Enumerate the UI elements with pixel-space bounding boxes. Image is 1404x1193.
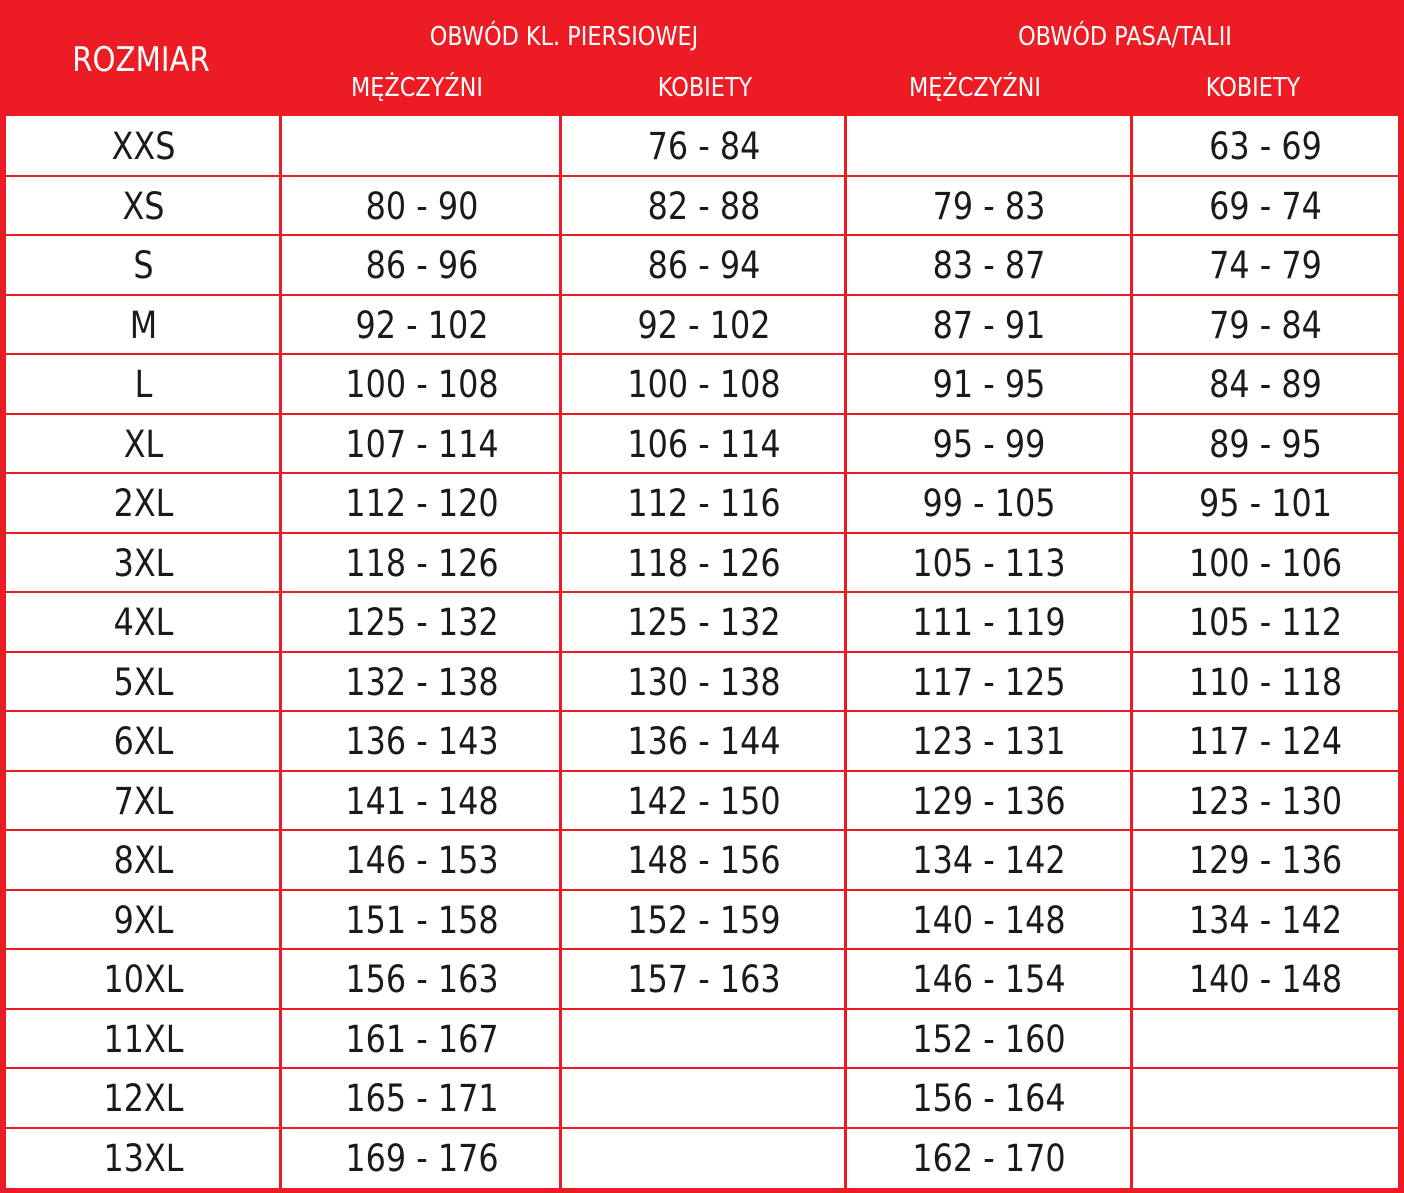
waist-men-cell: 105 - 113 [912,541,1066,585]
table-row [6,473,1398,532]
chest-men-cell: 100 - 108 [345,363,499,406]
chest-women-cell: 130 - 138 [627,660,781,704]
chest-women-cell [583,1068,826,1127]
chest-men-cell: 165 - 171 [345,1077,499,1120]
table-row [6,414,1398,473]
waist-men-cell: 95 - 99 [932,422,1046,466]
table-row [6,235,1398,294]
chest-men-cell: 146 - 153 [345,839,499,882]
chest-men-cell: 80 - 90 [365,184,479,228]
chest-men-cell: 156 - 163 [345,958,499,1001]
table-row [6,354,1398,413]
chest-women-cell: 112 - 116 [627,482,781,525]
waist-women-cell: 69 - 74 [1209,184,1322,228]
waist-men-cell: 99 - 105 [922,482,1056,525]
chest-men-cell: 161 - 167 [345,1017,499,1061]
waist-men-cell [865,116,1113,175]
waist-women-cell: 100 - 106 [1188,541,1343,585]
chest-women-cell: 106 - 114 [627,422,781,466]
chest-men-cell: 86 - 96 [365,244,479,287]
size-cell: 8XL [113,839,174,882]
waist-men-cell: 83 - 87 [932,244,1046,287]
size-cell: 9XL [113,898,174,942]
size-cell: 11XL [103,1017,184,1061]
table-row [6,1128,1398,1187]
waist-men-cell: 146 - 154 [912,958,1066,1001]
waist-men-cell: 134 - 142 [912,839,1066,882]
waist-women-cell: 79 - 84 [1209,303,1322,347]
size-cell: 6XL [113,720,174,763]
table-row [6,771,1398,830]
table-row [6,592,1398,651]
size-cell: 3XL [113,541,174,585]
size-cell: XL [123,422,164,466]
chest-men-header: MĘŻCZYŹNI [351,73,483,103]
table-row [6,652,1398,711]
waist-men-cell: 111 - 119 [912,601,1066,644]
chest-women-cell: 86 - 94 [647,244,761,287]
chest-women-cell: 100 - 108 [627,363,781,406]
chest-men-cell: 169 - 176 [345,1136,499,1180]
table-row [6,711,1398,770]
chest-men-cell: 125 - 132 [345,601,499,644]
waist-women-cell: 74 - 79 [1209,244,1322,287]
chest-women-cell: 152 - 159 [627,898,781,942]
waist-women-cell: 63 - 69 [1209,125,1322,168]
table-row [6,830,1398,889]
waist-women-cell: 95 - 101 [1199,482,1332,525]
size-table-body [6,116,1398,1188]
waist-men-cell: 117 - 125 [912,660,1066,704]
size-cell: 4XL [113,601,174,644]
table-row [6,116,1398,175]
chest-men-cell: 136 - 143 [345,720,499,763]
chest-group-header: OBWÓD KL. PIERSIOWEJ [429,22,699,52]
chest-men-cell: 118 - 126 [345,541,499,585]
waist-women-cell: 123 - 130 [1188,779,1343,823]
waist-women-cell: 129 - 136 [1188,839,1343,882]
chest-women-cell: 136 - 144 [627,720,781,763]
chest-women-cell: 118 - 126 [627,541,781,585]
size-cell: 2XL [113,482,174,525]
waist-women-cell: 89 - 95 [1209,422,1322,466]
chest-men-cell [301,116,544,175]
table-row [6,295,1398,354]
waist-women-cell [1152,1068,1380,1127]
table-row [6,1068,1398,1127]
waist-women-cell [1152,1128,1380,1187]
waist-women-cell: 105 - 112 [1188,601,1343,644]
waist-men-header: MĘŻCZYŹNI [909,73,1041,103]
size-column-header: ROZMIAR [72,40,210,80]
waist-men-cell: 91 - 95 [932,363,1046,406]
size-cell: L [134,363,153,406]
table-row [6,176,1398,235]
size-cell: 10XL [103,958,184,1001]
chest-women-cell: 76 - 84 [647,125,761,168]
waist-women-cell: 110 - 118 [1188,660,1343,704]
size-cell: 12XL [103,1077,184,1120]
size-cell: XXS [111,125,176,168]
table-row [6,949,1398,1008]
waist-women-cell: 134 - 142 [1188,898,1343,942]
table-row [6,890,1398,949]
chest-men-cell: 92 - 102 [355,303,489,347]
chest-men-cell: 132 - 138 [345,660,499,704]
size-cell: S [133,244,154,287]
table-row [6,1009,1398,1068]
chest-men-cell: 107 - 114 [345,422,499,466]
waist-women-header: KOBIETY [1205,73,1301,103]
chest-men-cell: 141 - 148 [345,779,499,823]
size-cell: 7XL [113,779,174,823]
waist-women-cell [1152,1009,1380,1068]
waist-men-cell: 87 - 91 [932,303,1046,347]
waist-men-cell: 129 - 136 [912,779,1066,823]
table-row [6,533,1398,592]
waist-group-header: OBWÓD PASA/TALII [1018,22,1232,52]
waist-women-cell: 117 - 124 [1188,720,1343,763]
waist-women-cell: 84 - 89 [1209,363,1322,406]
chest-women-cell [583,1009,826,1068]
size-cell: M [129,303,158,347]
waist-women-cell: 140 - 148 [1188,958,1343,1001]
chest-women-cell [583,1128,826,1187]
chest-men-cell: 112 - 120 [345,482,499,525]
chest-women-cell: 142 - 150 [627,779,781,823]
size-cell: 5XL [113,660,174,704]
chest-women-cell: 92 - 102 [637,303,771,347]
waist-men-cell: 123 - 131 [912,720,1066,763]
chest-men-cell: 151 - 158 [345,898,499,942]
waist-men-cell: 152 - 160 [912,1017,1066,1061]
chest-women-header: KOBIETY [657,73,753,103]
waist-men-cell: 156 - 164 [912,1077,1066,1120]
size-cell: 13XL [103,1136,184,1180]
chest-women-cell: 148 - 156 [627,839,781,882]
size-cell: XS [122,184,165,228]
chest-women-cell: 82 - 88 [647,184,761,228]
waist-men-cell: 79 - 83 [932,184,1046,228]
waist-men-cell: 162 - 170 [912,1136,1066,1180]
chest-women-cell: 125 - 132 [627,601,781,644]
waist-men-cell: 140 - 148 [912,898,1066,942]
chest-women-cell: 157 - 163 [627,958,781,1001]
